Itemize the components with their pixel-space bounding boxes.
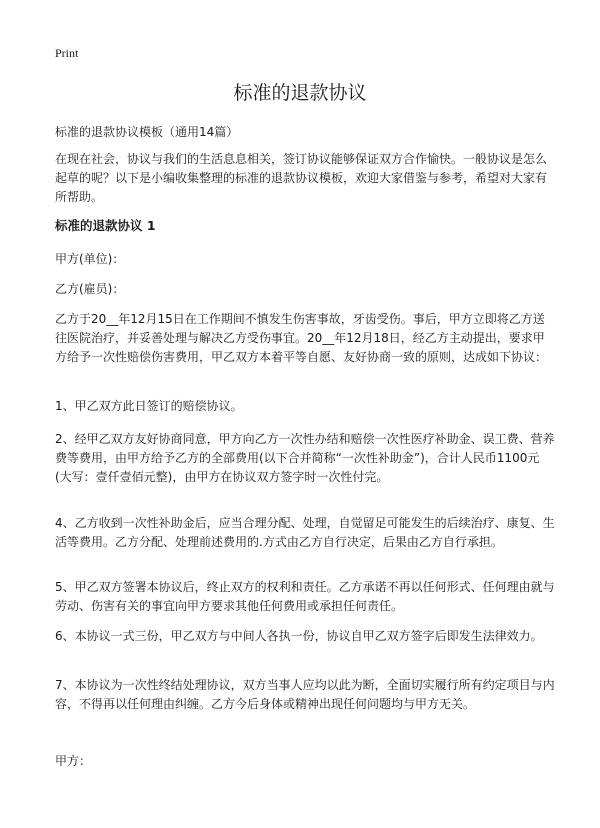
intro-paragraph: 在现在社会，协议与我们的生活息息相关，签订协议能够保证双方合作愉快。一般协议是怎么起草的呢？以下是小编收集整理的标准的退款协议模板，欢迎大家借鉴与参考，希望对大家有所帮助。 (55, 152, 548, 204)
print-link[interactable]: Print (55, 46, 79, 60)
clause-6: 6、本协议一式三份，甲乙双方与中间人各执一份，协议自甲乙双方签字后即发生法律效力。 (55, 629, 543, 643)
party-a-signature-line: 甲方： (55, 754, 92, 768)
clause-7: 7、本协议为一次性终结处理协议，双方当事人应均以此为断，全面切实履行所有约定项目与内容，不得再以任何理由纠缠。乙方今后身体或精神出现任何问题均与甲方无关。 (55, 678, 555, 711)
clause-5: 5、甲乙双方签署本协议后，终止双方的权利和责任。乙方承诺不再以任何形式、任何理由就与劳动、伤害有关的事宜向甲方要求其他任何费用或承担任何责任。 (55, 580, 555, 613)
clause-1: 1、甲乙双方此日签订的赔偿协议。 (55, 399, 243, 413)
background-paragraph: 乙方于20__年12月15日在工作期间不慎发生伤害事故，牙齿受伤。事后，甲方立即将乙方送往医院治疗，并妥善处理与解决乙方受伤事宜。20__年12月18日，经乙方主动提出，要求甲方给予一次性赔偿伤害费用，甲乙双方本着平等自愿、友好协商一致的原则，达成如下协议： (55, 312, 548, 364)
clause-2: 2、经甲乙双方友好协商同意，甲方向乙方一次性办结和赔偿一次性医疗补助金、误工费、营养费等费用，由甲方给予乙方的全部费用(以下合并简称“一次性补助金”)，合计人民币1100元(大写：壹仟壹佰元整)，由甲方在协议双方签字时一次性付完。 (55, 432, 555, 484)
party-a-line: 甲方(单位)： (55, 252, 125, 266)
section-heading: 标准的退款协议 1 (55, 218, 156, 233)
document-title: 标准的退款协议 (233, 82, 367, 104)
document-subtitle: 标准的退款协议模板（通用14篇） (55, 125, 239, 139)
party-b-line: 乙方(雇员)： (55, 282, 125, 296)
clause-4: 4、乙方收到一次性补助金后，应当合理分配、处理，自觉留足可能发生的后续治疗、康复、生活等费用。乙方分配、处理前述费用的.方式由乙方自行决定，后果由乙方自行承担。 (55, 516, 555, 549)
